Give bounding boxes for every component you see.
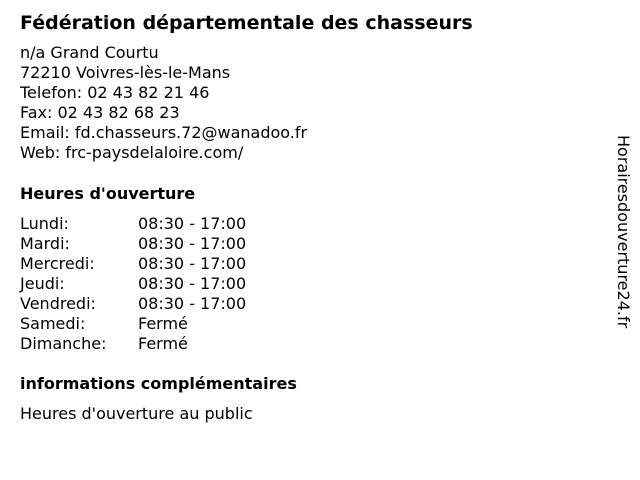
fax-number: Fax: 02 43 82 68 23 [20, 103, 180, 122]
website-link[interactable]: Web: frc-paysdelaloire.com/ [20, 143, 244, 162]
hours-row-monday [20, 214, 246, 234]
day-hours: Fermé [138, 314, 188, 333]
phone-number[interactable]: Telefon: 02 43 82 21 46 [20, 83, 210, 102]
additional-info-heading: informations complémentaires [20, 374, 297, 393]
address-line-city: 72210 Voivres-lès-le-Mans [20, 63, 231, 82]
hours-row-tuesday [20, 234, 246, 254]
day-label: Samedi: [20, 314, 86, 333]
hours-row-thursday [20, 274, 246, 294]
day-hours: 08:30 - 17:00 [138, 294, 247, 313]
day-hours: 08:30 - 17:00 [138, 274, 247, 293]
contact-block [20, 43, 307, 163]
opening-hours-heading: Heures d'ouverture [20, 184, 196, 203]
email-address[interactable]: Email: fd.chasseurs.72@wanadoo.fr [20, 123, 308, 142]
day-hours: 08:30 - 17:00 [138, 254, 247, 273]
site-watermark: Horairesdouverture24.fr [614, 135, 633, 329]
opening-hours-table [20, 214, 246, 354]
hours-row-wednesday [20, 254, 246, 274]
page-title: Fédération départementale des chasseurs [20, 12, 473, 34]
day-label: Mardi: [20, 234, 70, 253]
hours-row-saturday [20, 314, 246, 334]
day-hours: Fermé [138, 334, 188, 353]
day-label: Dimanche: [20, 334, 107, 353]
day-label: Mercredi: [20, 254, 95, 273]
day-label: Lundi: [20, 214, 69, 233]
day-hours: 08:30 - 17:00 [138, 214, 247, 233]
additional-info-text: Heures d'ouverture au public [20, 404, 253, 423]
day-label: Vendredi: [20, 294, 96, 313]
hours-row-sunday [20, 334, 246, 354]
address-line-street: n/a Grand Courtu [20, 43, 159, 62]
day-hours: 08:30 - 17:00 [138, 234, 247, 253]
day-label: Jeudi: [20, 274, 65, 293]
hours-row-friday [20, 294, 246, 314]
